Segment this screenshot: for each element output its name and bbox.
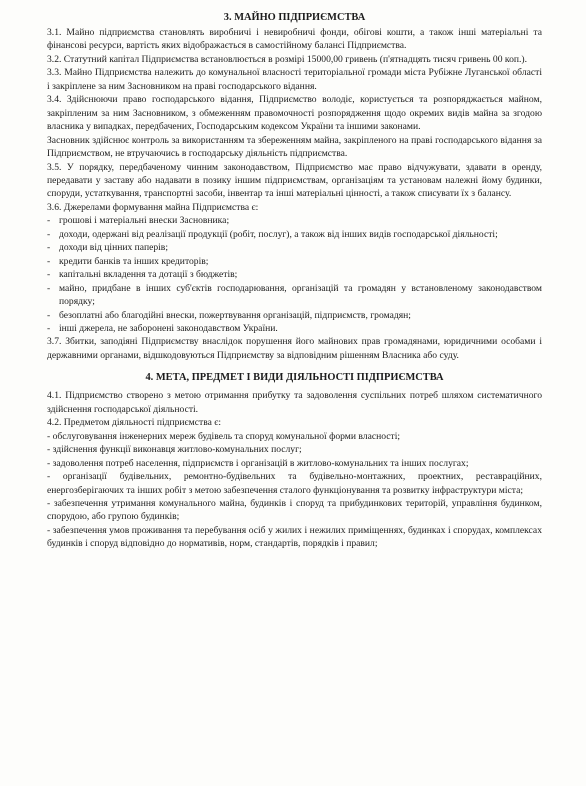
paragraph-3-6: 3.6. Джерелами формування майна Підприємства є: (47, 201, 259, 213)
paragraph-3-4-control: Засновник здійснює контроль за використанням та збереженням майна, закріпленого на праві господарського відання за Підприємством, не втручаючись в господарську діяльність підприємства. (47, 134, 542, 160)
source-item: майно, придбане в інших суб'єктів господарювання, організацій та громадян у встановленому законодавством порядку; (59, 282, 542, 308)
paragraph-3-5: 3.5. У порядку, передбаченому чинним законодавством, Підприємство має право відчужувати, здавати в оренду, передавати у заставу або надавати в позику іншим підприємствам, організаціям та установам належні йому будинки, споруди, устаткування, транспортні засоби, інвентар та інші матеріальні цінності, а також списувати їх з балансу. (47, 161, 542, 200)
paragraph-3-4: 3.4. Здійснюючи право господарського відання, Підприємство володіє, користується та розпоряджається майном, закріпленим за ним Засновником, з обмеженням правомочності розпорядження щодо окремих видів майна за згодою власника у випадках, передбачених, Господарським кодексом України та іншими законами. (47, 94, 542, 133)
list-item: - безоплатні або благодійні внески, пожертвування організацій, підприємств, громадян; (47, 309, 542, 322)
list-item: - майно, придбане в інших суб'єктів господарювання, організацій та громадян у встановленому законодавством порядку; (47, 282, 542, 308)
paragraph-4-1: 4.1. Підприємство створено з метою отримання прибутку та задоволення суспільних потреб шляхом систематичного здійснення господарської діяльності. (47, 390, 542, 415)
paragraph-4-2: 4.2. Предметом діяльності підприємства є: (47, 417, 222, 429)
activity-item: - обслуговування інженерних мереж будівель та споруд комунальної форми власності; (47, 430, 401, 442)
activity-item: - задоволення потреб населення, підприємств і організацій в житлово-комунальних та інших послугах; (47, 457, 469, 469)
list-item: - капітальні вкладення та дотації з бюджетів; (47, 268, 542, 281)
activity-item: - забезпечення утримання комунального майна, будинків і споруд та прибудинкових територій, управління будинком, спорудою, або групою будинків; (47, 497, 542, 523)
activity-item: - забезпечення умов проживання та перебування осіб у жилих і нежилих приміщеннях, будинках і спорудах, комплексах будинків і споруд відповідно до нормативів, норм, стандартів, порядків і правил; (47, 524, 542, 550)
activity-item: - здійснення функції виконавця житлово-комунальних послуг; (47, 444, 302, 456)
source-item: капітальні вкладення та дотації з бюджетів; (59, 269, 238, 281)
paragraph-3-2: 3.2. Статутний капітал Підприємства встановлюється в розмірі 15000,00 гривень (п'ятнадцять тисяч гривень 00 коп.). (47, 53, 528, 65)
source-item: інші джерела, не заборонені законодавством України. (59, 322, 278, 334)
section-3-title: 3. МАЙНО ПІДПРИЄМСТВА (223, 12, 366, 23)
list-item: - доходи від цінних паперів; (47, 241, 542, 254)
list-item: - кредити банків та інших кредиторів; (47, 255, 542, 268)
source-item: доходи від цінних паперів; (59, 242, 168, 254)
list-item: - інші джерела, не заборонені законодавством України. (47, 322, 542, 335)
source-item: безоплатні або благодійні внески, пожертвування організацій, підприємств, громадян; (59, 309, 411, 321)
source-item: кредити банків та інших кредиторів; (59, 255, 209, 267)
paragraph-3-1: 3.1. Майно підприємства становлять виробничі і невиробничі фонди, обігові кошти, а також інші матеріальні та фінансові ресурси, вартість яких відображається в самостійному балансі Підприємства. (47, 27, 542, 52)
paragraph-3-3: 3.3. Майно Підприємства належить до комунальної власності територіальної громади міста Рубіжне Луганської області і закріплене за ним Засновником на праві господарського відання. (47, 67, 542, 92)
section-4-title: 4. МЕТА, ПРЕДМЕТ І ВИДИ ДІЯЛЬНОСТІ ПІДПРИЄМСТВА (145, 372, 444, 384)
activity-item: - організації будівельних, ремонтно-будівельних та будівельно-монтажних, проектних, реставраційних, енергозберігаючих та інших робіт з метою забезпечення сталого функціонування та розвитку інфраструктури міста; (47, 471, 542, 496)
list-item: - доходи, одержані від реалізації продукції (робіт, послуг), а також від інших видів господарської діяльності; (47, 228, 542, 241)
list-item: - грошові і матеріальні внески Засновника; (47, 214, 542, 227)
source-item: доходи, одержані від реалізації продукції (робіт, послуг), а також від інших видів господарської діяльності; (59, 228, 498, 240)
paragraph-3-7: 3.7. Збитки, заподіяні Підприємству внаслідок порушення його майнових прав громадянами, юридичними особами і державними органами, відшкодовуються Підприємству за відповідним рішенням Власника або суду. (47, 336, 542, 361)
source-item: грошові і матеріальні внески Засновника; (59, 215, 230, 227)
